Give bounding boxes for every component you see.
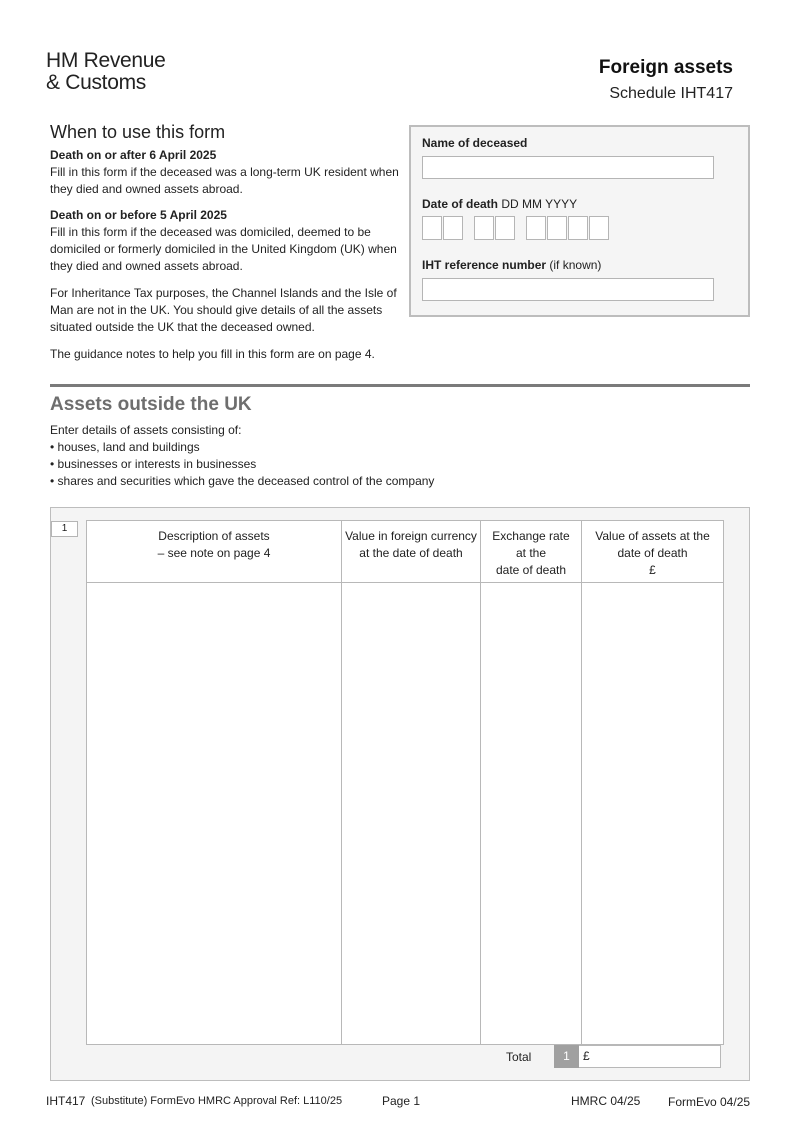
islands-text: For Inheritance Tax purposes, the Channel Islands and the Isle of Man are not in the UK. You should give details of all the assets situated outside the UK that the deceased owned. bbox=[50, 286, 397, 334]
assets-table bbox=[86, 520, 724, 1045]
total-input[interactable]: £ bbox=[579, 1045, 721, 1068]
column-header-exchange-rate bbox=[481, 521, 582, 583]
exchange-rate-cell[interactable] bbox=[481, 583, 582, 1045]
section-divider bbox=[50, 384, 750, 387]
asset-bullet: • houses, land and buildings bbox=[50, 440, 200, 454]
column-header-value-gbp bbox=[582, 521, 724, 583]
month-digit-1[interactable] bbox=[474, 216, 494, 240]
name-of-deceased-label: Name of deceased bbox=[422, 136, 528, 150]
schedule-label: Schedule IHT417 bbox=[609, 85, 733, 102]
header-line: Value in foreign currency bbox=[345, 529, 477, 543]
header-line: Description of assets bbox=[158, 529, 270, 543]
iht-reference-label bbox=[422, 258, 737, 272]
deceased-details-box bbox=[409, 125, 750, 317]
assets-section bbox=[50, 394, 750, 490]
day-digit-2[interactable] bbox=[443, 216, 463, 240]
form-title: Foreign assets bbox=[598, 57, 733, 78]
when-to-use-heading: When to use this form bbox=[50, 122, 226, 142]
total-row bbox=[506, 1045, 721, 1068]
when-to-use-section bbox=[50, 122, 400, 363]
column-header-description bbox=[87, 521, 342, 583]
footer-formevo-version: FormEvo 04/25 bbox=[668, 1095, 751, 1109]
month-digit-2[interactable] bbox=[495, 216, 515, 240]
total-box-number: 1 bbox=[554, 1045, 579, 1068]
name-of-deceased-input[interactable] bbox=[422, 156, 714, 179]
date-of-death-label bbox=[422, 197, 737, 211]
box-number: 1 bbox=[51, 521, 78, 537]
logo-line-1: HM Revenue bbox=[46, 49, 166, 72]
footer-hmrc-version: HMRC 04/25 bbox=[571, 1094, 641, 1108]
iht-reference-suffix: (if known) bbox=[549, 258, 602, 272]
foreign-value-cell[interactable] bbox=[342, 583, 481, 1045]
guidance-text: The guidance notes to help you fill in this form are on page 4. bbox=[50, 347, 375, 361]
header-line: £ bbox=[649, 563, 656, 577]
date-of-death-label-text: Date of death bbox=[422, 197, 499, 211]
asset-bullet: • businesses or interests in businesses bbox=[50, 457, 257, 471]
assets-heading: Assets outside the UK bbox=[50, 394, 252, 415]
footer-page-number: Page 1 bbox=[382, 1094, 421, 1108]
hmrc-logo bbox=[46, 50, 166, 94]
total-label: Total bbox=[506, 1049, 532, 1064]
footer-substitute-ref: (Substitute) FormEvo HMRC Approval Ref: L110/25 bbox=[91, 1095, 343, 1107]
header-line: Exchange rate bbox=[492, 529, 570, 543]
header-line: Value of assets at the bbox=[595, 529, 710, 543]
header-line: at the bbox=[515, 546, 547, 560]
before-date-heading: Death on or before 5 April 2025 bbox=[50, 208, 227, 222]
after-date-heading: Death on or after 6 April 2025 bbox=[50, 148, 217, 162]
day-digit-1[interactable] bbox=[422, 216, 442, 240]
year-digit-3[interactable] bbox=[568, 216, 588, 240]
iht-reference-input[interactable] bbox=[422, 278, 714, 301]
asset-bullet: • shares and securities which gave the deceased control of the company bbox=[50, 474, 435, 488]
header-line: date of death bbox=[495, 563, 567, 577]
iht-reference-label-text: IHT reference number bbox=[422, 258, 547, 272]
value-gbp-cell[interactable] bbox=[582, 583, 724, 1045]
year-digit-2[interactable] bbox=[547, 216, 567, 240]
assets-intro: Enter details of assets consisting of: bbox=[50, 423, 242, 437]
before-date-text: Fill in this form if the deceased was domiciled, deemed to be domiciled or formerly domiciled in the United Kingdom (UK) when they died and owned assets abroad. bbox=[50, 225, 397, 273]
header-line: date of death bbox=[617, 546, 688, 560]
year-digit-1[interactable] bbox=[526, 216, 546, 240]
logo-line-2: & Customs bbox=[46, 71, 146, 94]
date-format-hint: DD MM YYYY bbox=[501, 197, 578, 211]
description-cell[interactable] bbox=[87, 583, 342, 1045]
assets-table-panel bbox=[50, 507, 750, 1081]
header-line: at the date of death bbox=[359, 546, 463, 560]
year-digit-4[interactable] bbox=[589, 216, 609, 240]
column-header-foreign-value bbox=[342, 521, 481, 583]
header-line: – see note on page 4 bbox=[157, 546, 271, 560]
form-title-block bbox=[599, 57, 733, 103]
date-of-death-input bbox=[422, 216, 737, 240]
after-date-text: Fill in this form if the deceased was a long-term UK resident when they died and owned assets abroad. bbox=[50, 165, 399, 196]
footer-form-id: IHT417 bbox=[46, 1094, 86, 1108]
